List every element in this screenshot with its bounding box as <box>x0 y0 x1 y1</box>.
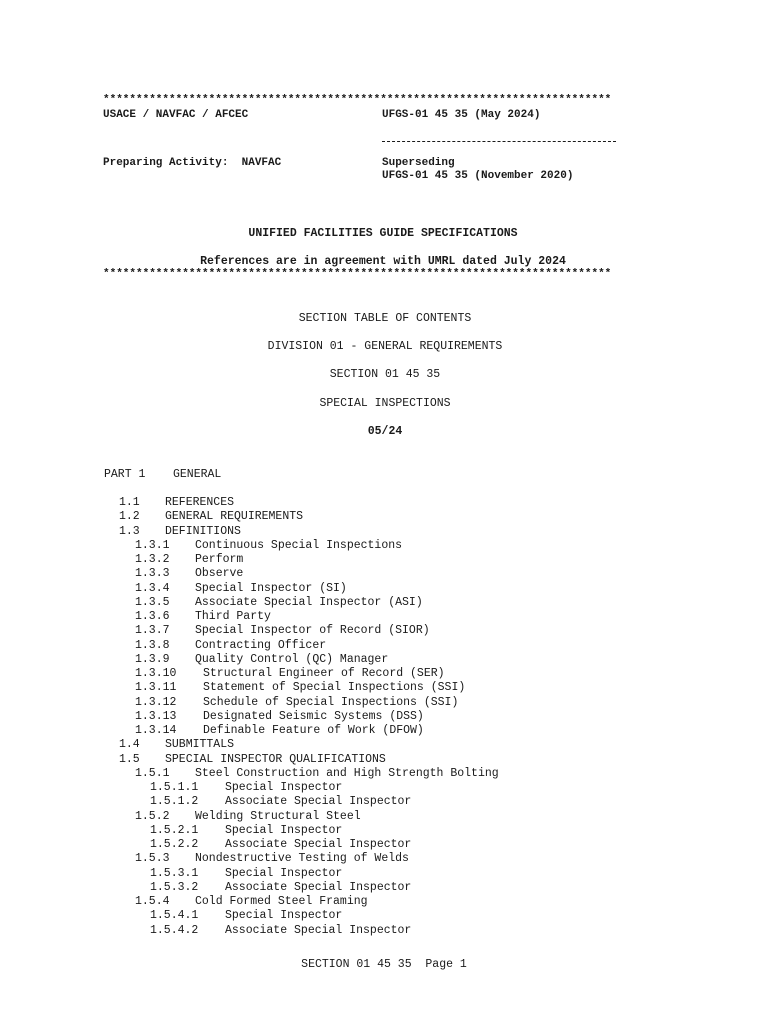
ufgs-current-label: UFGS-01 45 35 (May 2024) <box>382 109 541 121</box>
toc-item-number: 1.3.6 <box>135 610 170 623</box>
toc-item-number: 1.5.2 <box>135 809 170 823</box>
toc-item-title: Special Inspector <box>225 781 343 794</box>
toc-item-title: Designated Seismic Systems (DSS) <box>203 709 424 723</box>
toc-item <box>0 539 770 553</box>
toc-item-title: Special Inspector <box>225 823 343 837</box>
toc-item-number: 1.5.1 <box>135 766 170 780</box>
toc-item-number: 1.5.1.1 <box>150 781 199 794</box>
toc-item-number: 1.3.5 <box>135 595 170 609</box>
toc-item-title: Associate Special Inspector <box>225 880 412 894</box>
toc-item-title: DEFINITIONS <box>165 524 241 538</box>
references-note: References are in agreement with UMRL dated July 2024 <box>200 255 566 268</box>
toc-item <box>0 795 770 809</box>
toc-item-title: Nondestructive Testing of Welds <box>195 852 409 866</box>
toc-item-number: 1.3.8 <box>135 638 170 652</box>
toc-item-number: 1.3.11 <box>135 681 177 695</box>
toc-item-title: Steel Construction and High Strength Bolting <box>195 766 499 780</box>
toc-item <box>0 852 770 866</box>
toc-item-number: 1.3.9 <box>135 652 170 666</box>
toc-item-number: 1.4 <box>119 738 140 752</box>
toc-item <box>0 567 770 581</box>
toc-item <box>0 924 770 938</box>
part-title: GENERAL <box>173 468 222 481</box>
agencies-label: USACE / NAVFAC / AFCEC <box>103 109 249 121</box>
toc-item <box>0 681 770 695</box>
toc-item <box>0 881 770 895</box>
toc-item-title: Cold Formed Steel Framing <box>195 895 368 908</box>
toc-item <box>0 496 770 510</box>
toc-item-title: Perform <box>195 553 244 566</box>
toc-item-number: 1.5 <box>119 752 140 766</box>
toc-item-title: Special Inspector <box>225 909 343 923</box>
toc-item <box>0 510 770 524</box>
superseding-label: Superseding <box>382 157 455 169</box>
toc-item-number: 1.5.2.2 <box>150 838 199 851</box>
toc-item-number: 1.3.14 <box>135 724 177 737</box>
toc-item-title: SUBMITTALS <box>165 738 235 752</box>
toc-item-title: Contracting Officer <box>195 638 327 652</box>
toc-item-number: 1.5.4 <box>135 895 170 908</box>
toc-item <box>0 553 770 567</box>
preparing-activity-label: Preparing Activity: NAVFAC <box>103 157 282 169</box>
toc-item-title: SPECIAL INSPECTOR QUALIFICATIONS <box>165 752 386 766</box>
toc-item <box>0 738 770 752</box>
toc-item-title: GENERAL REQUIREMENTS <box>165 510 304 524</box>
toc-item <box>0 653 770 667</box>
toc-item-title: REFERENCES <box>165 496 235 509</box>
toc-item-title: Associate Special Inspector <box>225 923 412 937</box>
toc-item-number: 1.5.4.1 <box>150 909 199 923</box>
toc-item-number: 1.5.4.2 <box>150 923 199 937</box>
toc-item <box>0 895 770 909</box>
toc-item-title: Structural Engineer of Record (SER) <box>203 667 445 680</box>
toc-item <box>0 838 770 852</box>
toc-item-number: 1.3.3 <box>135 567 170 581</box>
toc-item <box>0 867 770 881</box>
division-heading: DIVISION 01 - GENERAL REQUIREMENTS <box>267 340 503 353</box>
toc-item <box>0 724 770 738</box>
toc-item-number: 1.3.10 <box>135 667 177 680</box>
toc-item-number: 1.5.3 <box>135 852 170 866</box>
toc-item-number: 1.5.3.2 <box>150 880 199 894</box>
section-date: 05/24 <box>367 425 403 438</box>
toc-item-number: 1.5.1.2 <box>150 795 199 809</box>
toc-item <box>0 667 770 681</box>
toc-item-number: 1.3 <box>119 524 140 538</box>
toc-item <box>0 767 770 781</box>
header-dashed-rule <box>382 141 616 142</box>
ufgs-superseded-label: UFGS-01 45 35 (November 2020) <box>382 170 574 182</box>
toc-item-title: Third Party <box>195 610 271 623</box>
header-star-rule-bottom: ***************************************************************************** <box>103 268 612 280</box>
toc-item-title: Special Inspector <box>225 866 343 880</box>
page-footer: SECTION 01 45 35 Page 1 <box>301 958 467 971</box>
toc-item-title: Schedule of Special Inspections (SSI) <box>203 695 459 709</box>
toc-item-title: Welding Structural Steel <box>195 809 361 823</box>
toc-item-number: 1.3.2 <box>135 553 170 566</box>
section-number-heading: SECTION 01 45 35 <box>329 368 441 381</box>
toc-item <box>0 582 770 596</box>
toc-item <box>0 639 770 653</box>
toc-item-number: 1.2 <box>119 510 140 524</box>
toc-item <box>0 525 770 539</box>
header-star-rule-top: ***************************************************************************** <box>103 94 612 106</box>
guide-title: UNIFIED FACILITIES GUIDE SPECIFICATIONS <box>248 227 518 240</box>
toc-item <box>0 696 770 710</box>
toc-item <box>0 909 770 923</box>
toc-item-number: 1.5.2.1 <box>150 823 199 837</box>
toc-item-title: Special Inspector of Record (SIOR) <box>195 624 430 638</box>
toc-item-number: 1.1 <box>119 496 140 509</box>
toc-item <box>0 624 770 638</box>
toc-item-number: 1.3.12 <box>135 695 177 709</box>
toc-item <box>0 824 770 838</box>
toc-item-title: Special Inspector (SI) <box>195 581 347 595</box>
toc-item-number: 1.3.4 <box>135 581 170 595</box>
toc-item <box>0 710 770 724</box>
part-label: PART 1 <box>104 468 146 481</box>
toc-item-title: Statement of Special Inspections (SSI) <box>203 681 466 695</box>
toc-item-title: Quality Control (QC) Manager <box>195 652 389 666</box>
toc-item <box>0 810 770 824</box>
toc-heading: SECTION TABLE OF CONTENTS <box>298 312 472 325</box>
toc-item-title: Associate Special Inspector <box>225 795 412 809</box>
toc-item <box>0 781 770 795</box>
section-title-heading: SPECIAL INSPECTIONS <box>319 397 451 410</box>
toc-item <box>0 753 770 767</box>
toc-item-number: 1.3.1 <box>135 538 170 552</box>
toc-item-title: Associate Special Inspector <box>225 838 412 851</box>
toc-item <box>0 610 770 624</box>
toc-item-title: Continuous Special Inspections <box>195 538 403 552</box>
toc-item-number: 1.3.13 <box>135 709 177 723</box>
toc-item-title: Observe <box>195 567 244 581</box>
toc-item-number: 1.3.7 <box>135 624 170 638</box>
toc-item-title: Definable Feature of Work (DFOW) <box>203 724 424 737</box>
toc-item-title: Associate Special Inspector (ASI) <box>195 595 423 609</box>
toc-item <box>0 596 770 610</box>
toc-item-number: 1.5.3.1 <box>150 866 199 880</box>
